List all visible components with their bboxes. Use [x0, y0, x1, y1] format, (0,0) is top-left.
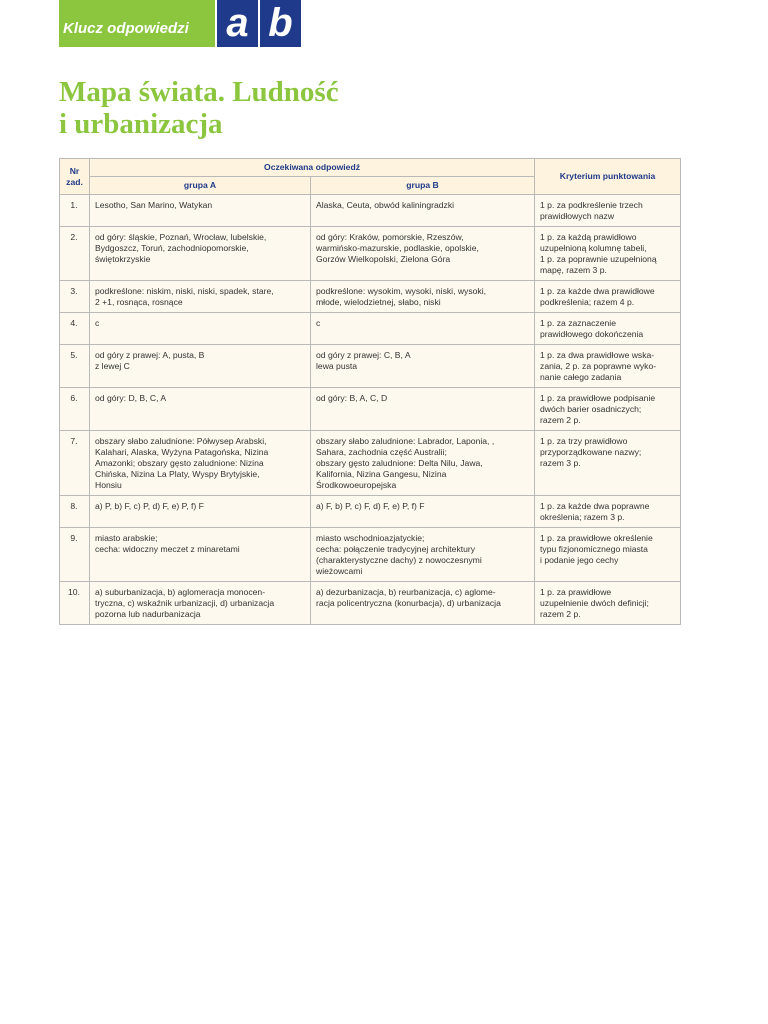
cell-text-line: 1 p. za każde dwa poprawne [540, 501, 650, 511]
cell-text-line: 1 p. za zaznaczenie [540, 318, 616, 328]
task-number-cell: 3. [60, 281, 90, 313]
table-row [60, 582, 681, 625]
group-b-answer-cell [311, 431, 535, 496]
group-b-answer-cell [311, 582, 535, 625]
group-a-answer-cell [90, 345, 311, 388]
task-number-cell: 10. [60, 582, 90, 625]
cell-text-line: od góry: Kraków, pomorskie, Rzeszów, [316, 232, 464, 242]
task-number-cell: 4. [60, 313, 90, 345]
cell-text-line: lewa pusta [316, 361, 358, 371]
cell-text-line: a) F, b) P, c) F, d) F, e) P, f) F [316, 501, 425, 511]
cell-text-line: określenia; razem 3 p. [540, 512, 625, 522]
cell-text-line: Gorzów Wielkopolski, Zielona Góra [316, 254, 451, 264]
task-number-cell: 5. [60, 345, 90, 388]
cell-text-line: Kalifornia, Nizina Gangesu, Nizina [316, 469, 447, 479]
cell-text-line: podkreślone: niskim, niski, niski, spadek, stare, [95, 286, 274, 296]
answer-key-label: Klucz odpowiedzi [59, 0, 215, 47]
cell-text-line: Kalahari, Alaska, Wyżyna Patagońska, Nizina [95, 447, 269, 457]
task-number-cell: 2. [60, 227, 90, 281]
cell-text-line: obszary słabo zaludnione: Labrador, Laponia, , [316, 436, 495, 446]
cell-text-line: 1 p. za prawidłowe podpisanie [540, 393, 656, 403]
group-a-answer-cell [90, 195, 311, 227]
cell-text-line: prawidłowego dokończenia [540, 329, 644, 339]
cell-text-line: razem 2 p. [540, 609, 581, 619]
group-a-answer-cell [90, 582, 311, 625]
cell-text-line: Środkowoeuropejska [316, 480, 397, 490]
group-b-answer-cell [311, 496, 535, 528]
cell-text-line: (charakterystyczne dachy) z nowoczesnymi [316, 555, 482, 565]
cell-text-line: wieżowcami [316, 566, 363, 576]
criteria-cell [535, 345, 681, 388]
group-a-answer-cell [90, 313, 311, 345]
cell-text-line: od góry: B, A, C, D [316, 393, 388, 403]
cell-text-line: od góry z prawej: A, pusta, B [95, 350, 205, 360]
cell-text-line: a) suburbanizacja, b) aglomeracja monocen- [95, 587, 266, 597]
cell-text-line: od góry: D, B, C, A [95, 393, 167, 403]
letter-b-badge: b [260, 0, 301, 47]
cell-text-line: Alaska, Ceuta, obwód kaliningradzki [316, 200, 455, 210]
page-title-line-1: Mapa świata. Ludność [59, 76, 339, 108]
group-a-answer-cell [90, 496, 311, 528]
cell-text-line: Bydgoszcz, Toruń, zachodniopomorskie, [95, 243, 249, 253]
cell-text-line: 2 +1, rosnąca, rosnące [95, 297, 183, 307]
cell-text-line: cecha: połączenie tradycyjnej architektury [316, 544, 476, 554]
criteria-cell [535, 281, 681, 313]
cell-text-line: 1 p. za każde dwa prawidłowe [540, 286, 655, 296]
cell-text-line: racja policentryczna (konurbacja), d) urbanizacja [316, 598, 501, 608]
cell-text-line: a) P, b) F, c) P, d) F, e) P, f) F [95, 501, 204, 511]
cell-text-line: typu fizjonomicznego miasta [540, 544, 648, 554]
criteria-cell [535, 388, 681, 431]
cell-text-line: młode, wielodzietnej, słabo, niski [316, 297, 441, 307]
table-row [60, 388, 681, 431]
group-b-answer-cell [311, 388, 535, 431]
table-row [60, 313, 681, 345]
page-title [59, 76, 339, 140]
header-task-number-line-2: zad. [66, 176, 83, 187]
group-b-answer-cell [311, 195, 535, 227]
cell-text-line: Honsiu [95, 480, 122, 490]
criteria-cell [535, 313, 681, 345]
cell-text-line: 1 p. za poprawnie uzupełnioną [540, 254, 657, 264]
cell-text-line: zania, 2 p. za poprawne wyko- [540, 361, 657, 371]
cell-text-line: mapę, razem 3 p. [540, 265, 607, 275]
criteria-cell [535, 582, 681, 625]
task-number-cell: 7. [60, 431, 90, 496]
cell-text-line: obszary gęsto zaludnione: Delta Nilu, Jawa, [316, 458, 483, 468]
task-number-cell: 1. [60, 195, 90, 227]
group-b-answer-cell [311, 345, 535, 388]
group-a-answer-cell [90, 388, 311, 431]
table-row [60, 431, 681, 496]
table-row [60, 345, 681, 388]
table-row [60, 281, 681, 313]
letter-a-badge: a [217, 0, 258, 47]
group-b-answer-cell [311, 528, 535, 582]
group-b-answer-cell [311, 313, 535, 345]
table-row [60, 496, 681, 528]
group-a-answer-cell [90, 528, 311, 582]
task-number-cell: 8. [60, 496, 90, 528]
cell-text-line: Chińska, Nizina La Platy, Wyspy Brytyjskie, [95, 469, 260, 479]
table-row [60, 195, 681, 227]
cell-text-line: uzupełnioną kolumnę tabeli, [540, 243, 647, 253]
cell-text-line: Amazonki; obszary gęsto zaludnione: Nizina [95, 458, 264, 468]
answer-key-table [59, 158, 681, 625]
header-group-b: grupa B [311, 177, 535, 195]
task-number-cell: 6. [60, 388, 90, 431]
cell-text-line: miasto arabskie; [95, 533, 158, 543]
cell-text-line: 1 p. za prawidłowe określenie [540, 533, 653, 543]
cell-text-line: 1 p. za prawidłowe [540, 587, 612, 597]
header-task-number-line-1: Nr [69, 165, 80, 176]
cell-text-line: cecha: widoczny meczet z minaretami [95, 544, 240, 554]
cell-text-line: Lesotho, San Marino, Watykan [95, 200, 213, 210]
group-b-answer-cell [311, 281, 535, 313]
cell-text-line: i podanie jego cechy [540, 555, 619, 565]
group-a-answer-cell [90, 431, 311, 496]
group-b-answer-cell [311, 227, 535, 281]
table-row [60, 528, 681, 582]
cell-text-line: c [316, 318, 321, 328]
criteria-cell [535, 431, 681, 496]
group-a-answer-cell [90, 281, 311, 313]
cell-text-line: razem 3 p. [540, 458, 581, 468]
cell-text-line: warmińsko-mazurskie, podlaskie, opolskie, [316, 243, 479, 253]
cell-text-line: 1 p. za dwa prawidłowe wska- [540, 350, 655, 360]
cell-text-line: pozorna lub nadurbanizacja [95, 609, 201, 619]
cell-text-line: tryczna, c) wskaźnik urbanizacji, d) urbanizacja [95, 598, 275, 608]
cell-text-line: z lewej C [95, 361, 130, 371]
header-expected-answer: Oczekiwana odpowiedź [90, 159, 535, 177]
header-scoring-criteria: Kryterium punktowania [535, 159, 681, 195]
criteria-cell [535, 496, 681, 528]
cell-text-line: 1 p. za każdą prawidłowo [540, 232, 637, 242]
cell-text-line: miasto wschodnioazjatyckie; [316, 533, 425, 543]
cell-text-line: a) dezurbanizacja, b) reurbanizacja, c) aglome- [316, 587, 496, 597]
cell-text-line: od góry: śląskie, Poznań, Wrocław, lubelskie, [95, 232, 267, 242]
cell-text-line: dwóch barier osadniczych; [540, 404, 642, 414]
task-number-cell: 9. [60, 528, 90, 582]
cell-text-line: świętokrzyskie [95, 254, 151, 264]
group-a-answer-cell [90, 227, 311, 281]
cell-text-line: razem 2 p. [540, 415, 581, 425]
header-group-a: grupa A [90, 177, 311, 195]
criteria-cell [535, 528, 681, 582]
cell-text-line: 1 p. za podkreślenie trzech [540, 200, 643, 210]
cell-text-line: podkreślone: wysokim, wysoki, niski, wysoki, [316, 286, 487, 296]
cell-text-line: od góry z prawej: C, B, A [316, 350, 411, 360]
cell-text-line: obszary słabo zaludnione: Półwysep Arabski, [95, 436, 267, 446]
cell-text-line: prawidłowych nazw [540, 211, 615, 221]
page-title-line-2: i urbanizacja [59, 108, 223, 140]
cell-text-line: nanie całego zadania [540, 372, 622, 382]
cell-text-line: Sahara, zachodnia część Australii; [316, 447, 447, 457]
header-task-number [60, 159, 90, 195]
criteria-cell [535, 227, 681, 281]
cell-text-line: podkreślenia; razem 4 p. [540, 297, 635, 307]
header-banner [59, 0, 301, 47]
cell-text-line: c [95, 318, 100, 328]
cell-text-line: przyporządkowane nazwy; [540, 447, 642, 457]
cell-text-line: uzupełnienie dwóch definicji; [540, 598, 649, 608]
table-row [60, 227, 681, 281]
criteria-cell [535, 195, 681, 227]
cell-text-line: 1 p. za trzy prawidłowo [540, 436, 628, 446]
